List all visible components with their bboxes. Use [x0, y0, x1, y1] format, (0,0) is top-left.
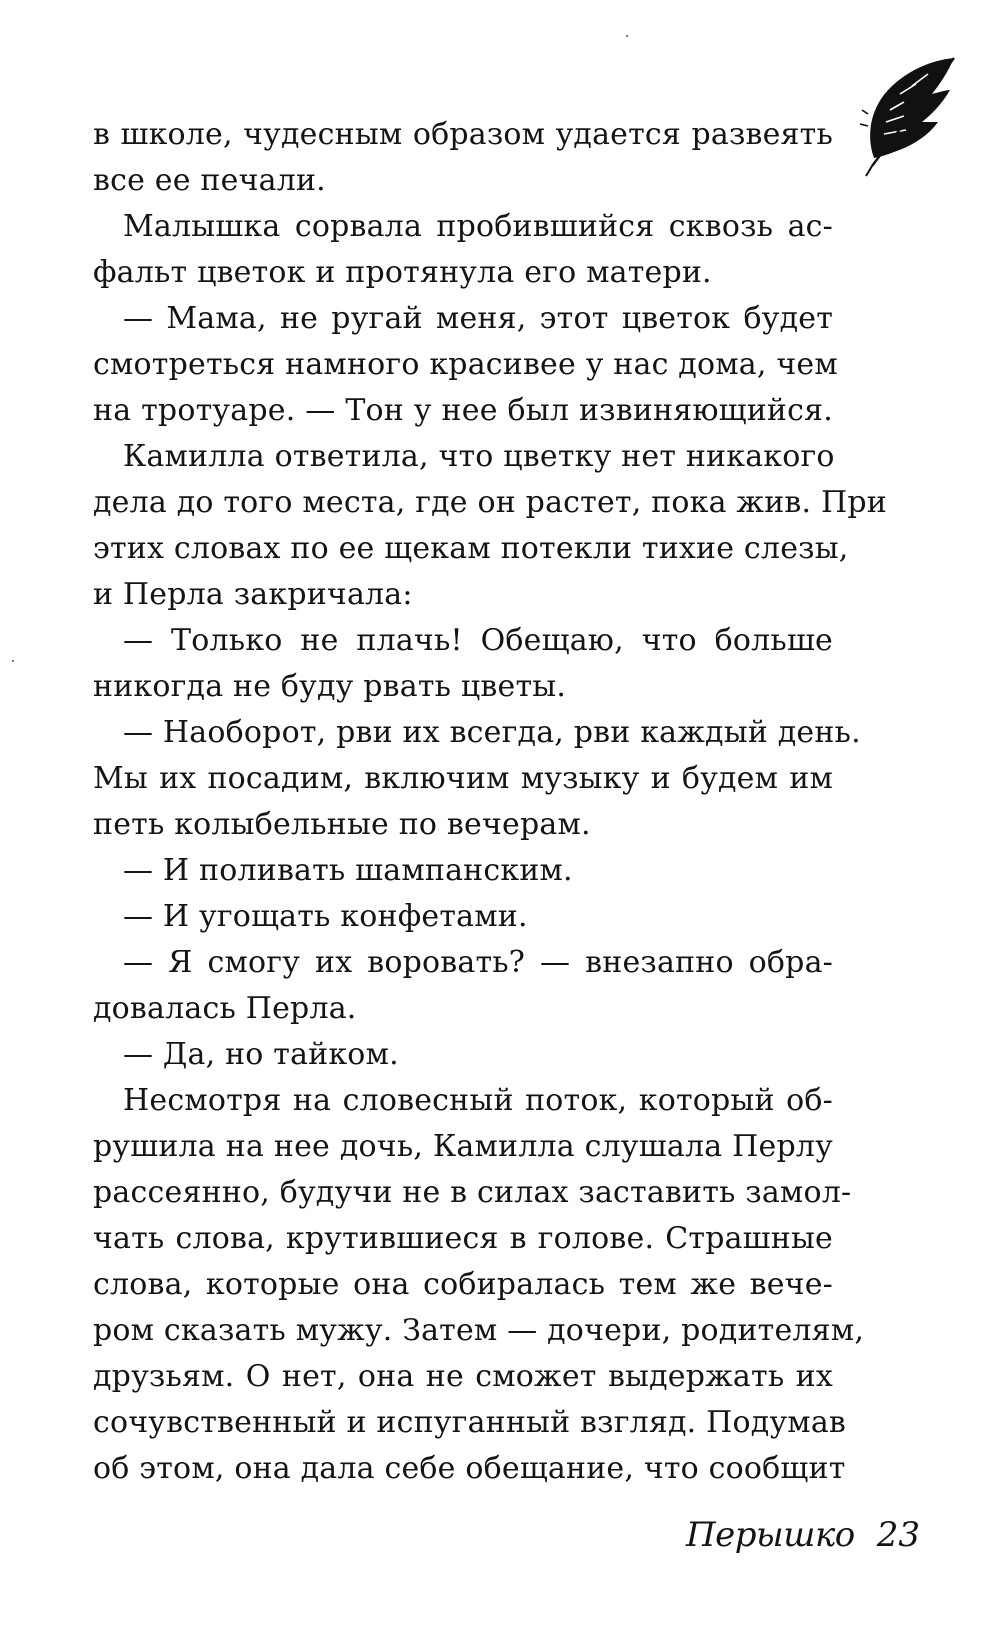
- text-line: — Только не плачь! Обещаю, что больше: [123, 623, 833, 658]
- text-line: фальт цветок и протянула его матери.: [93, 255, 712, 290]
- text-line: — Мама, не ругай меня, этот цветок будет: [123, 301, 833, 336]
- text-line: друзьям. О нет, она не сможет выдержать их: [93, 1359, 833, 1394]
- feather-icon: [860, 50, 960, 180]
- text-line: Мы их посадим, включим музыку и будем им: [93, 761, 833, 796]
- text-line: — И поливать шампанским.: [123, 853, 573, 888]
- text-line: слова, которые она собиралась тем же вече-: [93, 1267, 833, 1302]
- body-text: [93, 112, 887, 1492]
- text-line: никогда не буду рвать цветы.: [93, 669, 567, 704]
- text-line: — Я смогу их воровать? — внезапно обра-: [123, 945, 833, 980]
- page-number: 23: [876, 1515, 920, 1555]
- text-line: — Наоборот, рви их всегда, рви каждый день.: [123, 715, 861, 750]
- text-line: Несмотря на словесный поток, который об-: [123, 1083, 833, 1118]
- text-line: чать слова, крутившиеся в голове. Страшные: [93, 1221, 833, 1256]
- text-line: и Перла закричала:: [93, 577, 413, 612]
- scan-speck: [626, 35, 628, 37]
- text-line: довалась Перла.: [93, 991, 357, 1026]
- page-footer: [686, 1505, 920, 1565]
- text-line: все ее печали.: [93, 163, 326, 198]
- scan-speck: [12, 660, 14, 662]
- text-line: рушила на нее дочь, Камилла слушала Перлу: [93, 1129, 833, 1164]
- text-line: об этом, она дала себе обещание, что сообщит: [93, 1451, 846, 1486]
- text-line: Малышка сорвала пробившийся сквозь ас-: [123, 209, 833, 244]
- text-line: в школе, чудесным образом удается развеять: [93, 117, 833, 152]
- text-line: на тротуаре. — Тон у нее был извиняющийся.: [93, 393, 833, 428]
- text-line: петь колыбельные по вечерам.: [93, 807, 591, 842]
- text-line: — И угощать конфетами.: [123, 899, 528, 934]
- text-line: этих словах по ее щекам потекли тихие слезы,: [93, 531, 849, 566]
- text-line: — Да, но тайком.: [123, 1037, 399, 1072]
- running-title: Перышко: [686, 1515, 855, 1555]
- text-line: смотреться намного красивее у нас дома, чем: [93, 347, 838, 382]
- text-line: Камилла ответила, что цветку нет никакого: [123, 439, 835, 474]
- text-line: дела до того места, где он растет, пока жив. При: [93, 485, 887, 520]
- text-line: сочувственный и испуганный взгляд. Подумав: [93, 1405, 847, 1440]
- text-line: ром сказать мужу. Затем — дочери, родителям,: [93, 1313, 865, 1348]
- text-line: рассеянно, будучи не в силах заставить замол-: [93, 1175, 852, 1210]
